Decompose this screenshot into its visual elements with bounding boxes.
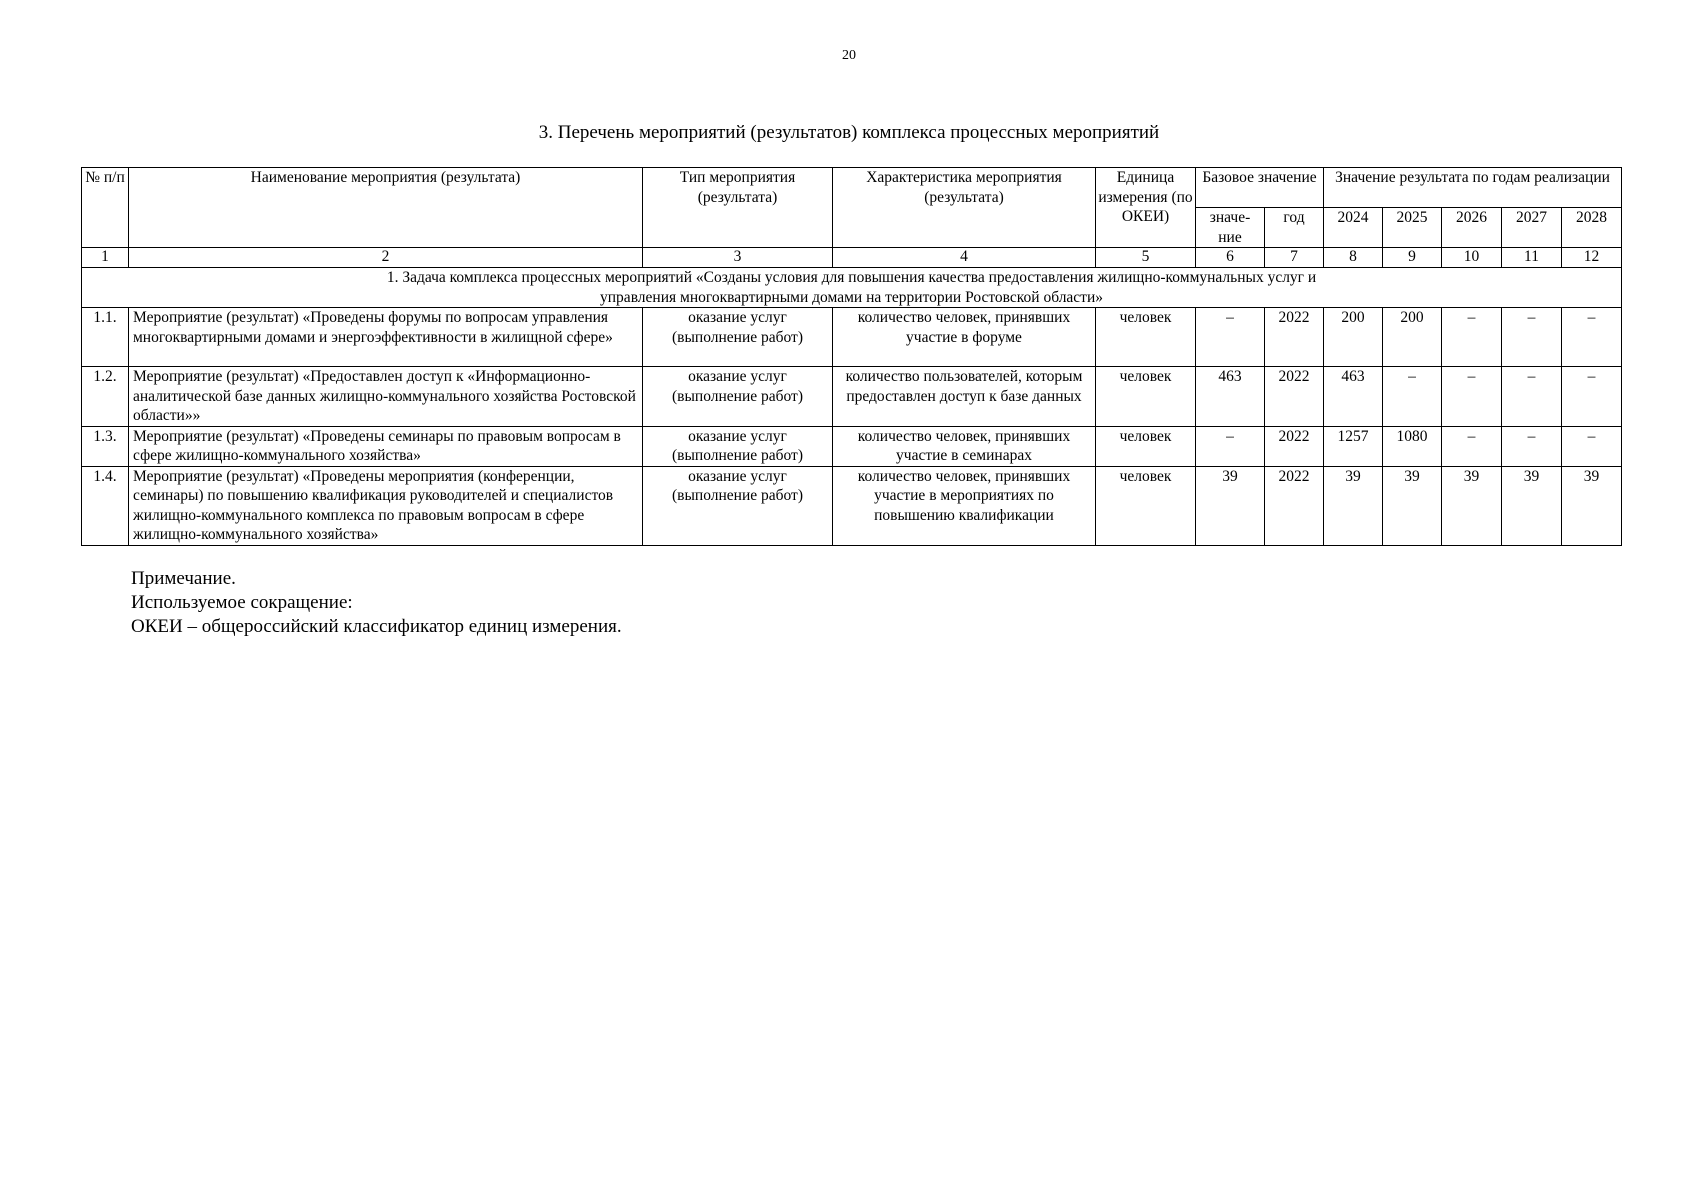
row-base-value: 39 — [1196, 466, 1265, 545]
note-abbr: ОКЕИ – общероссийский классификатор единиц измерения. — [131, 616, 622, 637]
header-unit: Единица измерения (по ОКЕИ) — [1096, 168, 1196, 248]
row-year-2027: – — [1502, 308, 1562, 367]
row-base-year: 2022 — [1265, 308, 1324, 367]
table-row — [82, 367, 1622, 427]
row-year-2025: 1080 — [1383, 426, 1442, 466]
row-unit: человек — [1096, 466, 1196, 545]
table-row — [82, 426, 1622, 466]
row-base-value: – — [1196, 426, 1265, 466]
header-year-2025: 2025 — [1383, 208, 1442, 248]
header-year-2024: 2024 — [1324, 208, 1383, 248]
section-title: 3. Перечень мероприятий (результатов) комплекса процессных мероприятий — [538, 122, 1160, 143]
row-year-2024: 1257 — [1324, 426, 1383, 466]
note-title: Примечание. — [131, 568, 236, 589]
column-number: 3 — [643, 248, 833, 268]
header-year-2027: 2027 — [1502, 208, 1562, 248]
header-row-1 — [82, 168, 1622, 208]
note-abbr-heading: Используемое сокращение: — [131, 592, 353, 613]
row-num: 1.1. — [82, 308, 129, 367]
column-number: 10 — [1442, 248, 1502, 268]
row-year-2025: 39 — [1383, 466, 1442, 545]
column-number: 4 — [833, 248, 1096, 268]
row-year-2028: – — [1562, 367, 1622, 427]
row-year-2026: – — [1442, 367, 1502, 427]
row-base-value: – — [1196, 308, 1265, 367]
header-base: Базовое значение — [1196, 168, 1324, 208]
row-characteristic: количество человек, принявших участие в форуме — [833, 308, 1096, 367]
row-name: Мероприятие (результат) «Предоставлен доступ к «Информационно-аналитической базе данных жилищно-коммунального хозяйства Ростовской области»» — [129, 367, 643, 427]
row-num: 1.3. — [82, 426, 129, 466]
row-year-2024: 200 — [1324, 308, 1383, 367]
row-year-2027: – — [1502, 367, 1562, 427]
row-base-year: 2022 — [1265, 466, 1324, 545]
header-name: Наименование мероприятия (результата) — [129, 168, 643, 248]
row-year-2025: 200 — [1383, 308, 1442, 367]
row-base-value: 463 — [1196, 367, 1265, 427]
row-type: оказание услуг (выполнение работ) — [643, 466, 833, 545]
column-number: 1 — [82, 248, 129, 268]
row-type: оказание услуг (выполнение работ) — [643, 367, 833, 427]
row-type: оказание услуг (выполнение работ) — [643, 308, 833, 367]
row-year-2028: 39 — [1562, 466, 1622, 545]
row-base-year: 2022 — [1265, 426, 1324, 466]
row-year-2026: – — [1442, 426, 1502, 466]
row-name: Мероприятие (результат) «Проведены семинары по правовым вопросам в сфере жилищно-коммунального хозяйства» — [129, 426, 643, 466]
row-name: Мероприятие (результат) «Проведены мероприятия (конференции, семинары) по повышению квалификация руководителей и специалистов жилищно-коммунального комплекса по правовым вопросам в сфере жилищно-коммунального хозяйства» — [129, 466, 643, 545]
row-year-2024: 463 — [1324, 367, 1383, 427]
row-characteristic: количество человек, принявших участие в семинарах — [833, 426, 1096, 466]
row-year-2025: – — [1383, 367, 1442, 427]
row-num: 1.2. — [82, 367, 129, 427]
header-type: Тип мероприятия (результата) — [643, 168, 833, 248]
row-year-2027: 39 — [1502, 466, 1562, 545]
table-row — [82, 308, 1622, 367]
page-number: 20 — [842, 48, 856, 63]
header-year-2026: 2026 — [1442, 208, 1502, 248]
header-year-2028: 2028 — [1562, 208, 1622, 248]
column-number: 8 — [1324, 248, 1383, 268]
row-characteristic: количество пользователей, которым предоставлен доступ к базе данных — [833, 367, 1096, 427]
header-characteristic: Характеристика мероприятия (результата) — [833, 168, 1096, 248]
task-header: 1. Задача комплекса процессных мероприятий «Созданы условия для повышения качества предоставления жилищно-коммунальных услуг и управления многоквартирными домами на территории Ростовской области» — [82, 268, 1622, 308]
column-number: 6 — [1196, 248, 1265, 268]
row-year-2026: – — [1442, 308, 1502, 367]
row-base-year: 2022 — [1265, 367, 1324, 427]
row-year-2027: – — [1502, 426, 1562, 466]
row-year-2028: – — [1562, 426, 1622, 466]
row-unit: человек — [1096, 426, 1196, 466]
header-base-year: год — [1265, 208, 1324, 248]
column-number: 2 — [129, 248, 643, 268]
row-year-2024: 39 — [1324, 466, 1383, 545]
task-row — [82, 268, 1622, 308]
row-year-2028: – — [1562, 308, 1622, 367]
column-numbers-row — [82, 248, 1622, 268]
column-number: 7 — [1265, 248, 1324, 268]
row-year-2026: 39 — [1442, 466, 1502, 545]
header-num: № п/п — [82, 168, 129, 248]
column-number: 12 — [1562, 248, 1622, 268]
column-number: 5 — [1096, 248, 1196, 268]
row-unit: человек — [1096, 367, 1196, 427]
row-type: оказание услуг (выполнение работ) — [643, 426, 833, 466]
header-base-value: значе- ние — [1196, 208, 1265, 248]
row-name: Мероприятие (результат) «Проведены форумы по вопросам управления многоквартирными домами и энергоэффективности в жилищной сфере» — [129, 308, 643, 367]
activities-table — [81, 167, 1622, 546]
row-characteristic: количество человек, принявших участие в мероприятиях по повышению квалификации — [833, 466, 1096, 545]
table-row — [82, 466, 1622, 545]
row-num: 1.4. — [82, 466, 129, 545]
header-result-by-years: Значение результата по годам реализации — [1324, 168, 1622, 208]
column-number: 9 — [1383, 248, 1442, 268]
row-unit: человек — [1096, 308, 1196, 367]
note-block — [131, 567, 622, 639]
column-number: 11 — [1502, 248, 1562, 268]
